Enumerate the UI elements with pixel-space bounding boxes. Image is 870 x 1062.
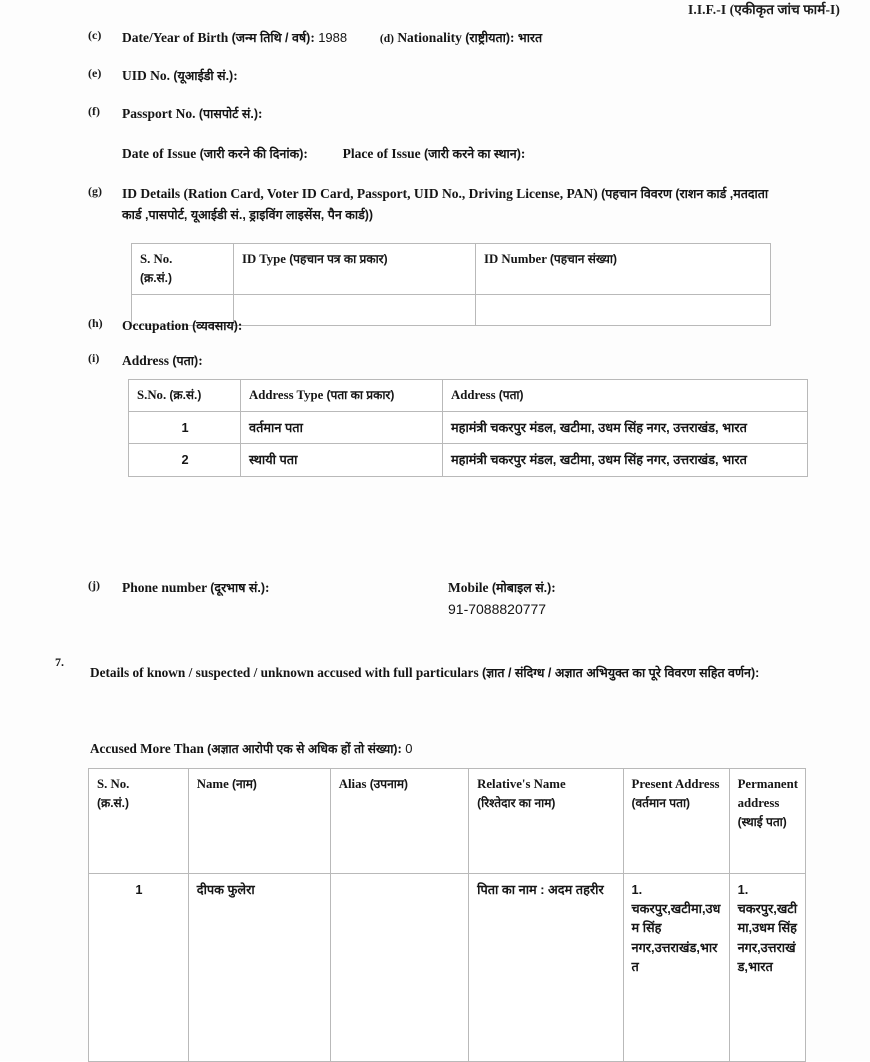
place-of-issue-label-hi: (जारी करने का स्थान) <box>424 147 521 161</box>
mobile-colon: : <box>551 580 556 595</box>
field-marker-c: (c) <box>88 28 102 42</box>
acc-cell-sno: 1 <box>89 874 189 1062</box>
passport-colon: : <box>258 106 263 121</box>
nationality-label-hi: (राष्ट्रीयता) <box>465 31 511 45</box>
dob-label-en: Date/Year of Birth <box>122 30 229 45</box>
field-marker-i: (i) <box>88 351 100 365</box>
accused-table-body <box>89 874 806 1062</box>
acc-th-present-hi: (वर्तमान पता) <box>631 796 691 811</box>
field-dob-nationality <box>88 28 542 49</box>
id-th-sno-hi: (क्र.सं.) <box>140 271 172 286</box>
id-cell-number <box>476 295 771 326</box>
acc-cell-permanent-address: 1. चकरपुर,खटीमा,उधम सिंह नगर,उत्तराखंड,भारत <box>729 874 805 1062</box>
addr-cell-address: महामंत्री चकरपुर मंडल, खटीमा, उधम सिंह नगर, उत्तराखंड, भारत <box>443 444 808 476</box>
id-table-header-number <box>476 244 771 295</box>
field-issue-details <box>122 144 525 165</box>
date-of-issue-colon: : <box>303 146 308 161</box>
field-label-uid <box>122 66 238 87</box>
addr-cell-type: स्थायी पता <box>241 444 443 476</box>
dob-label-hi: (जन्म तिथि / वर्ष) <box>231 31 311 45</box>
acc-th-sno-hi: (क्र.सं.) <box>97 796 129 811</box>
addr-cell-type: वर्तमान पता <box>241 412 443 444</box>
table-row <box>129 412 808 444</box>
accused-more-than-label-en: Accused More Than <box>90 741 204 756</box>
table-row <box>89 874 806 1062</box>
uid-label-hi: (यूआईडी सं.) <box>173 69 234 83</box>
occupation-label-hi: (व्यवसाय) <box>192 319 238 333</box>
place-of-issue-colon: : <box>520 146 526 161</box>
acc-th-relative-hi: (रिश्तेदार का नाम) <box>477 796 556 811</box>
addr-th-type-en: Address Type <box>249 388 324 402</box>
field-marker-g: (g) <box>88 184 102 198</box>
mobile-value: 91-7088820777 <box>448 600 547 617</box>
nationality-value: भारत <box>517 31 543 45</box>
id-th-number-hi: (पहचान संख्या) <box>549 252 617 266</box>
field-phone <box>88 578 270 599</box>
addr-cell-address: महामंत्री चकरपुर मंडल, खटीमा, उधम सिंह नगर, उत्तराखंड, भारत <box>443 412 808 444</box>
field-id-details <box>88 184 788 226</box>
field-passport <box>88 104 263 125</box>
field-label-passport <box>122 104 263 125</box>
id-th-type-hi: (पहचान पत्र का प्रकार) <box>289 252 388 266</box>
field-label-id-details <box>122 184 782 226</box>
acc-cell-present-address: 1. चकरपुर,खटीमा,उधम सिंह नगर,उत्तराखंड,भारत <box>623 874 729 1062</box>
section-7-label-hi: (ज्ञात / संदिग्ध / अज्ञात अभियुक्त का पूरे विवरण सहित वर्णन): <box>481 666 760 680</box>
address-label-hi: (पता) <box>172 354 199 368</box>
address-table-header-row <box>129 380 808 412</box>
occupation-label-en: Occupation <box>122 318 189 333</box>
nationality-label-en: Nationality <box>397 30 462 45</box>
field-label-address <box>122 351 203 372</box>
address-colon: : <box>198 353 203 368</box>
table-row <box>129 444 808 476</box>
id-th-number-en: ID Number <box>484 252 547 266</box>
uid-label-en: UID No. <box>122 68 171 83</box>
field-marker-f: (f) <box>88 104 100 118</box>
field-uid <box>88 66 238 87</box>
addr-cell-sno: 1 <box>129 412 241 444</box>
id-details-label-en: ID Details (Ration Card, Voter ID Card, Passport, UID No., Driving License, PAN) <box>122 186 598 201</box>
address-th-sno <box>129 380 241 412</box>
id-table-header-type <box>234 244 476 295</box>
accused-more-than-value: 0 <box>405 741 413 756</box>
id-cell-type <box>234 295 476 326</box>
section-7-number: 7. <box>55 655 64 669</box>
section-7-label-en: Details of known / suspected / unknown accused with full particulars <box>90 665 479 680</box>
addr-th-address-hi: (पता) <box>498 388 524 402</box>
id-th-type-en: ID Type <box>242 252 286 266</box>
accused-th-permanent-address <box>729 769 805 874</box>
field-label-phone <box>122 578 270 599</box>
section-7-heading <box>90 662 790 683</box>
place-of-issue-label-en: Place of Issue <box>342 146 421 161</box>
uid-colon: : <box>233 68 238 83</box>
accused-th-present-address <box>623 769 729 874</box>
occupation-colon: : <box>237 318 243 333</box>
addr-th-sno-hi: (क्र.सं.) <box>169 388 202 402</box>
acc-th-relative-en: Relative's Name <box>477 777 566 791</box>
phone-label-hi: (दूरभाष सं.) <box>210 581 265 595</box>
acc-th-sno-en: S. No. <box>97 777 130 791</box>
id-table-header-row <box>132 244 771 295</box>
addr-th-sno-en: S.No. <box>137 388 167 402</box>
field-marker-d: (d) <box>379 33 394 45</box>
phone-label-en: Phone number <box>122 580 207 595</box>
form-header-title: I.I.F.-I (एकीकृत जांच फार्म-I) <box>687 2 840 17</box>
acc-cell-alias <box>330 874 468 1062</box>
addr-cell-sno: 2 <box>129 444 241 476</box>
accused-more-than <box>90 740 412 757</box>
acc-th-name-en: Name <box>196 777 229 791</box>
acc-th-alias-hi: (उपनाम) <box>369 777 409 791</box>
issue-details-label <box>122 144 525 165</box>
mobile-label <box>448 578 556 599</box>
field-marker-j: (j) <box>88 578 100 592</box>
mobile-label-en: Mobile <box>448 580 489 595</box>
field-occupation <box>88 316 242 337</box>
addr-th-address-en: Address <box>451 388 496 402</box>
addr-th-type-hi: (पता का प्रकार) <box>326 388 395 402</box>
accused-th-alias <box>330 769 468 874</box>
field-marker-h: (h) <box>88 316 103 330</box>
acc-th-present-en: Present Address <box>631 777 720 791</box>
dob-value: 1988 <box>318 30 348 45</box>
id-details-table <box>131 243 771 326</box>
phone-colon: : <box>265 580 270 595</box>
acc-th-name-hi: (नाम) <box>231 777 257 791</box>
mobile-label-hi: (मोबाइल सं.) <box>491 581 552 595</box>
accused-th-name <box>188 769 330 874</box>
address-label-en: Address <box>122 353 170 368</box>
accused-more-than-colon: : <box>397 741 402 756</box>
accused-th-sno <box>89 769 189 874</box>
address-th-address <box>443 380 808 412</box>
dob-colon: : <box>310 30 315 45</box>
field-address <box>88 351 203 372</box>
accused-table-header-row <box>89 769 806 874</box>
acc-cell-name: दीपक फुलेरा <box>188 874 330 1062</box>
passport-label-en: Passport No. <box>122 106 196 121</box>
field-marker-e: (e) <box>88 66 102 80</box>
accused-more-than-label-hi: (अज्ञात आरोपी एक से अधिक हों तो संख्या) <box>207 742 398 756</box>
address-table-body <box>129 412 808 476</box>
id-table-header-sno <box>132 244 234 295</box>
field-label-occupation <box>122 316 242 337</box>
address-table <box>128 379 808 477</box>
id-th-sno-en: S. No. <box>140 252 173 266</box>
passport-label-hi: (पासपोर्ट सं.) <box>198 107 259 121</box>
field-mobile <box>448 578 556 617</box>
id-details-label-hi: (पहचान विवरण (राशन कार्ड ,मतदाता कार्ड ,पासपोर्ट, यूआईडी सं., ड्राइविंग लाइसेंस, पैन कार्ड)) <box>122 187 769 222</box>
date-of-issue-label-hi: (जारी करने की दिनांक) <box>199 147 304 161</box>
field-label-dob <box>122 28 542 49</box>
accused-table <box>88 768 806 1062</box>
date-of-issue-label-en: Date of Issue <box>122 146 197 161</box>
accused-th-relative <box>469 769 623 874</box>
acc-cell-relative-name: पिता का नाम : अदम तहरीर <box>469 874 623 1062</box>
acc-th-permanent-en: Permanent address <box>737 777 798 811</box>
acc-th-permanent-hi: (स्थाई पता) <box>737 815 787 830</box>
nationality-colon: : <box>510 30 515 45</box>
address-th-type <box>241 380 443 412</box>
acc-th-alias-en: Alias <box>338 777 367 791</box>
